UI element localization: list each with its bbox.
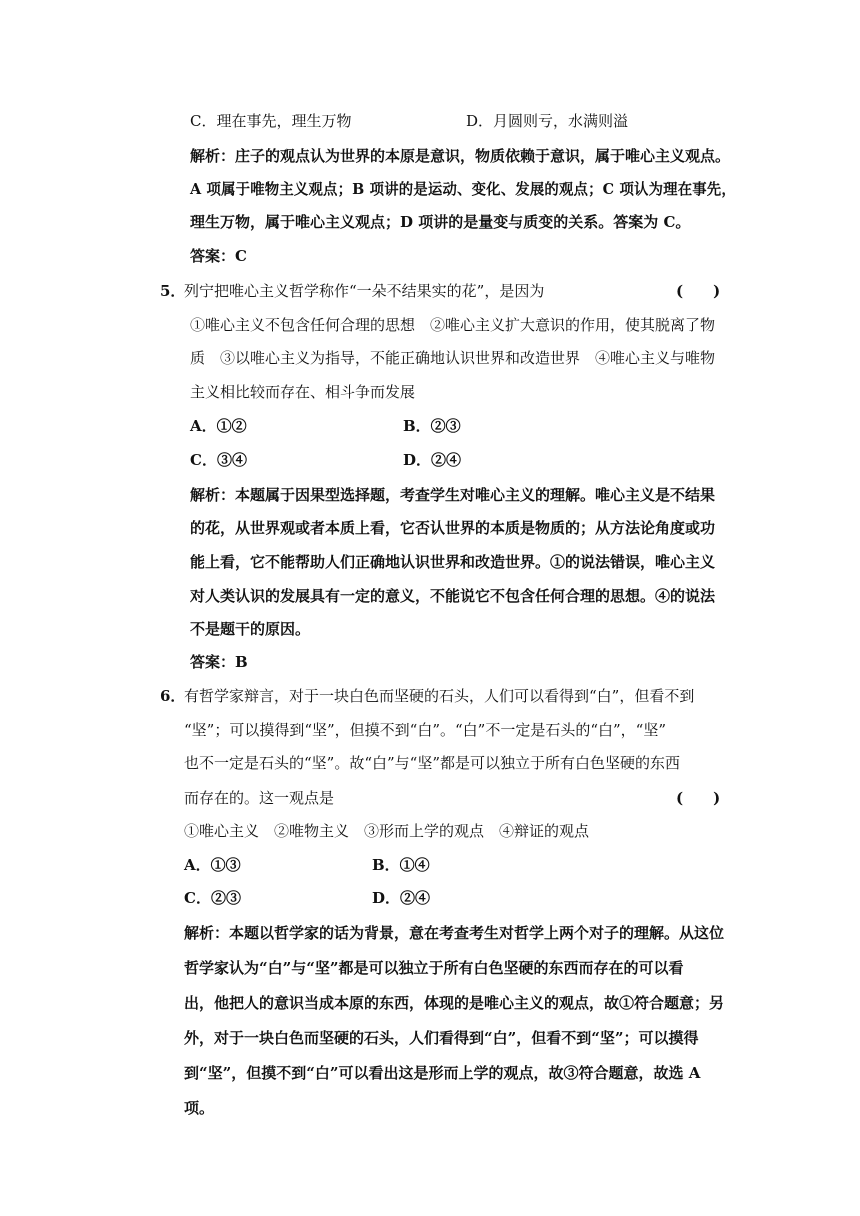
- q5-option-d: D．②④: [403, 451, 462, 469]
- q4-answer-value: C: [235, 247, 247, 265]
- q4-option-d: D．月圆则亏，水满则溢: [466, 112, 629, 130]
- q5-statement-line-3: 主义相比较而存在、相斗争而发展: [190, 383, 416, 401]
- q5-stem: 列宁把唯心主义哲学称作“一朵不结果实的花”，是因为: [184, 282, 545, 300]
- q5-answer-blank: ( ): [676, 282, 721, 300]
- q6-option-b: B．①④: [372, 856, 430, 874]
- q5-analysis-label: 解析：: [190, 486, 236, 504]
- q6-stem-line-4: 而存在的。这一观点是: [184, 789, 335, 807]
- q5-number: 5．: [160, 282, 186, 300]
- q5-analysis-line-5: 不是题干的原因。: [190, 620, 311, 638]
- q6-analysis-line-1: 解析：本题以哲学家的话为背景，意在考查考生对哲学上两个对子的理解。从这位: [184, 924, 725, 942]
- q5-answer-label: 答案：: [190, 653, 236, 671]
- q4-analysis-line-1: 解析：庄子的观点认为世界的本原是意识，物质依赖于意识，属于唯心主义观点。: [190, 147, 731, 165]
- q5-analysis-line-3: 能上看，它不能帮助人们正确地认识世界和改造世界。①的说法错误，唯心主义: [190, 553, 716, 571]
- q5-option-b: B．②③: [403, 417, 461, 435]
- q5-option-a: A．①②: [190, 417, 247, 435]
- q5-statement-line-1: ①唯心主义不包含任何合理的思想 ②唯心主义扩大意识的作用，使其脱离了物: [190, 316, 716, 334]
- q6-analysis-line-4: 外，对于一块白色而坚硬的石头，人们看得到“白”，但看不到“坚”；可以摸得: [184, 1029, 699, 1047]
- q6-stem-line-2: “坚”；可以摸得到“坚”，但摸不到“白”。“白”不一定是石头的“白”，“坚”: [184, 721, 667, 739]
- q4-answer: [190, 246, 247, 266]
- q6-stem-line-3: 也不一定是石头的“坚”。故“白”与“坚”都是可以独立于所有白色坚硬的东西: [184, 754, 681, 772]
- q6-option-c: C．②③: [184, 889, 241, 907]
- q5-answer-value: B: [235, 653, 248, 671]
- q6-analysis-line-6: 项。: [184, 1099, 215, 1117]
- q4-answer-label: 答案：: [190, 247, 236, 265]
- q5-analysis-line-2: 的花，从世界观或者本质上看，它否认世界的本质是物质的；从方法论角度或功: [190, 519, 716, 537]
- q4-analysis-line-2: A 项属于唯物主义观点；B 项讲的是运动、变化、发展的观点；C 项认为理在事先，: [190, 180, 736, 198]
- q6-analysis-line-3: 出，他把人的意识当成本原的东西，体现的是唯心主义的观点，故①符合题意；另: [184, 994, 725, 1012]
- q6-analysis-line-2: 哲学家认为“白”与“坚”都是可以独立于所有白色坚硬的东西而存在的可以看: [184, 959, 684, 977]
- q5-statement-line-2: 质 ③以唯心主义为指导，不能正确地认识世界和改造世界 ④唯心主义与唯物: [190, 349, 716, 367]
- q6-stem-line-1: 有哲学家辩言，对于一块白色而坚硬的石头，人们可以看得到“白”，但看不到: [184, 687, 695, 705]
- q6-answer-blank: ( ): [676, 789, 721, 807]
- q4-analysis-label: 解析：: [190, 147, 236, 165]
- q6-number: 6．: [160, 687, 186, 705]
- q5-analysis-line-1: 解析：本题属于因果型选择题，考查学生对唯心主义的理解。唯心主义是不结果: [190, 486, 716, 504]
- q6-analysis-label: 解析：: [184, 924, 230, 942]
- q6-option-d: D．②④: [372, 889, 431, 907]
- q5-option-c: C．③④: [190, 451, 247, 469]
- q6-statements: ①唯心主义 ②唯物主义 ③形而上学的观点 ④辩证的观点: [184, 822, 590, 840]
- q4-analysis-line-3: 理生万物，属于唯心主义观点；D 项讲的是量变与质变的关系。答案为 C。: [190, 213, 691, 231]
- q5-answer: [190, 652, 248, 672]
- q6-analysis-line-5: 到“坚”，但摸不到“白”可以看出这是形而上学的观点，故③符合题意，故选 A: [184, 1064, 701, 1082]
- q6-option-a: A．①③: [184, 856, 241, 874]
- q5-analysis-line-4: 对人类认识的发展具有一定的意义，不能说它不包含任何合理的思想。④的说法: [190, 587, 716, 605]
- q4-option-c: C．理在事先，理生万物: [190, 112, 352, 130]
